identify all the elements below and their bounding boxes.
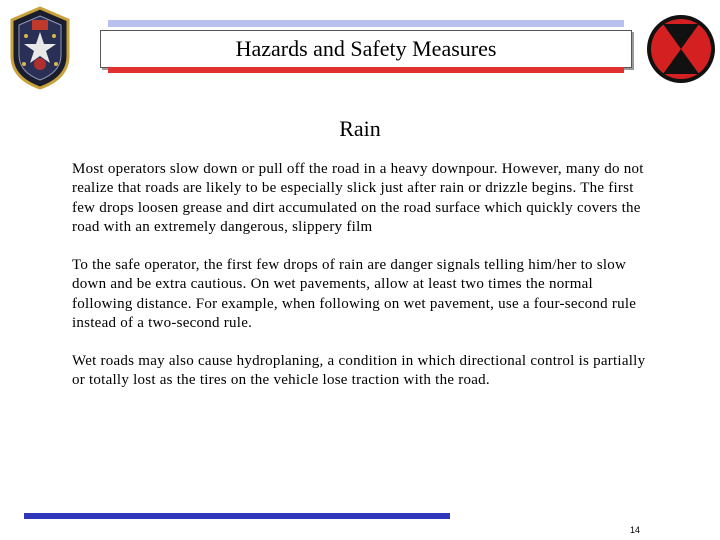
section-title: Rain xyxy=(339,116,381,141)
page-number: 14 xyxy=(630,525,641,535)
paragraph-2: To the safe operator, the first few drops of rain are danger signals telling him/her to slow down and be extra cautious. On wet pavements, allow at least two times the normal following distance. For example, when following on wet pavement, use a four-second rule instead of a two-second rule. xyxy=(72,257,637,331)
division-patch-icon xyxy=(646,12,716,86)
header-top-bar xyxy=(108,20,624,27)
footer-bar xyxy=(24,513,450,519)
page-title: Hazards and Safety Measures xyxy=(100,30,632,68)
header-red-bar xyxy=(108,67,624,73)
paragraph-3: Wet roads may also cause hydroplaning, a condition in which directional control is partially or totally lost as the tires on the vehicle lose traction with the road. xyxy=(72,353,646,389)
paragraph-1: Most operators slow down or pull off the road in a heavy downpour. However, many do not realize that roads are likely to be especially slick just after rain or drizzle begins. The first few drops loosen grease and dirt accumulated on the road surface which quickly covers the road with an extremely dangerous, slippery film xyxy=(72,161,644,235)
unit-crest-emblem xyxy=(6,6,74,90)
